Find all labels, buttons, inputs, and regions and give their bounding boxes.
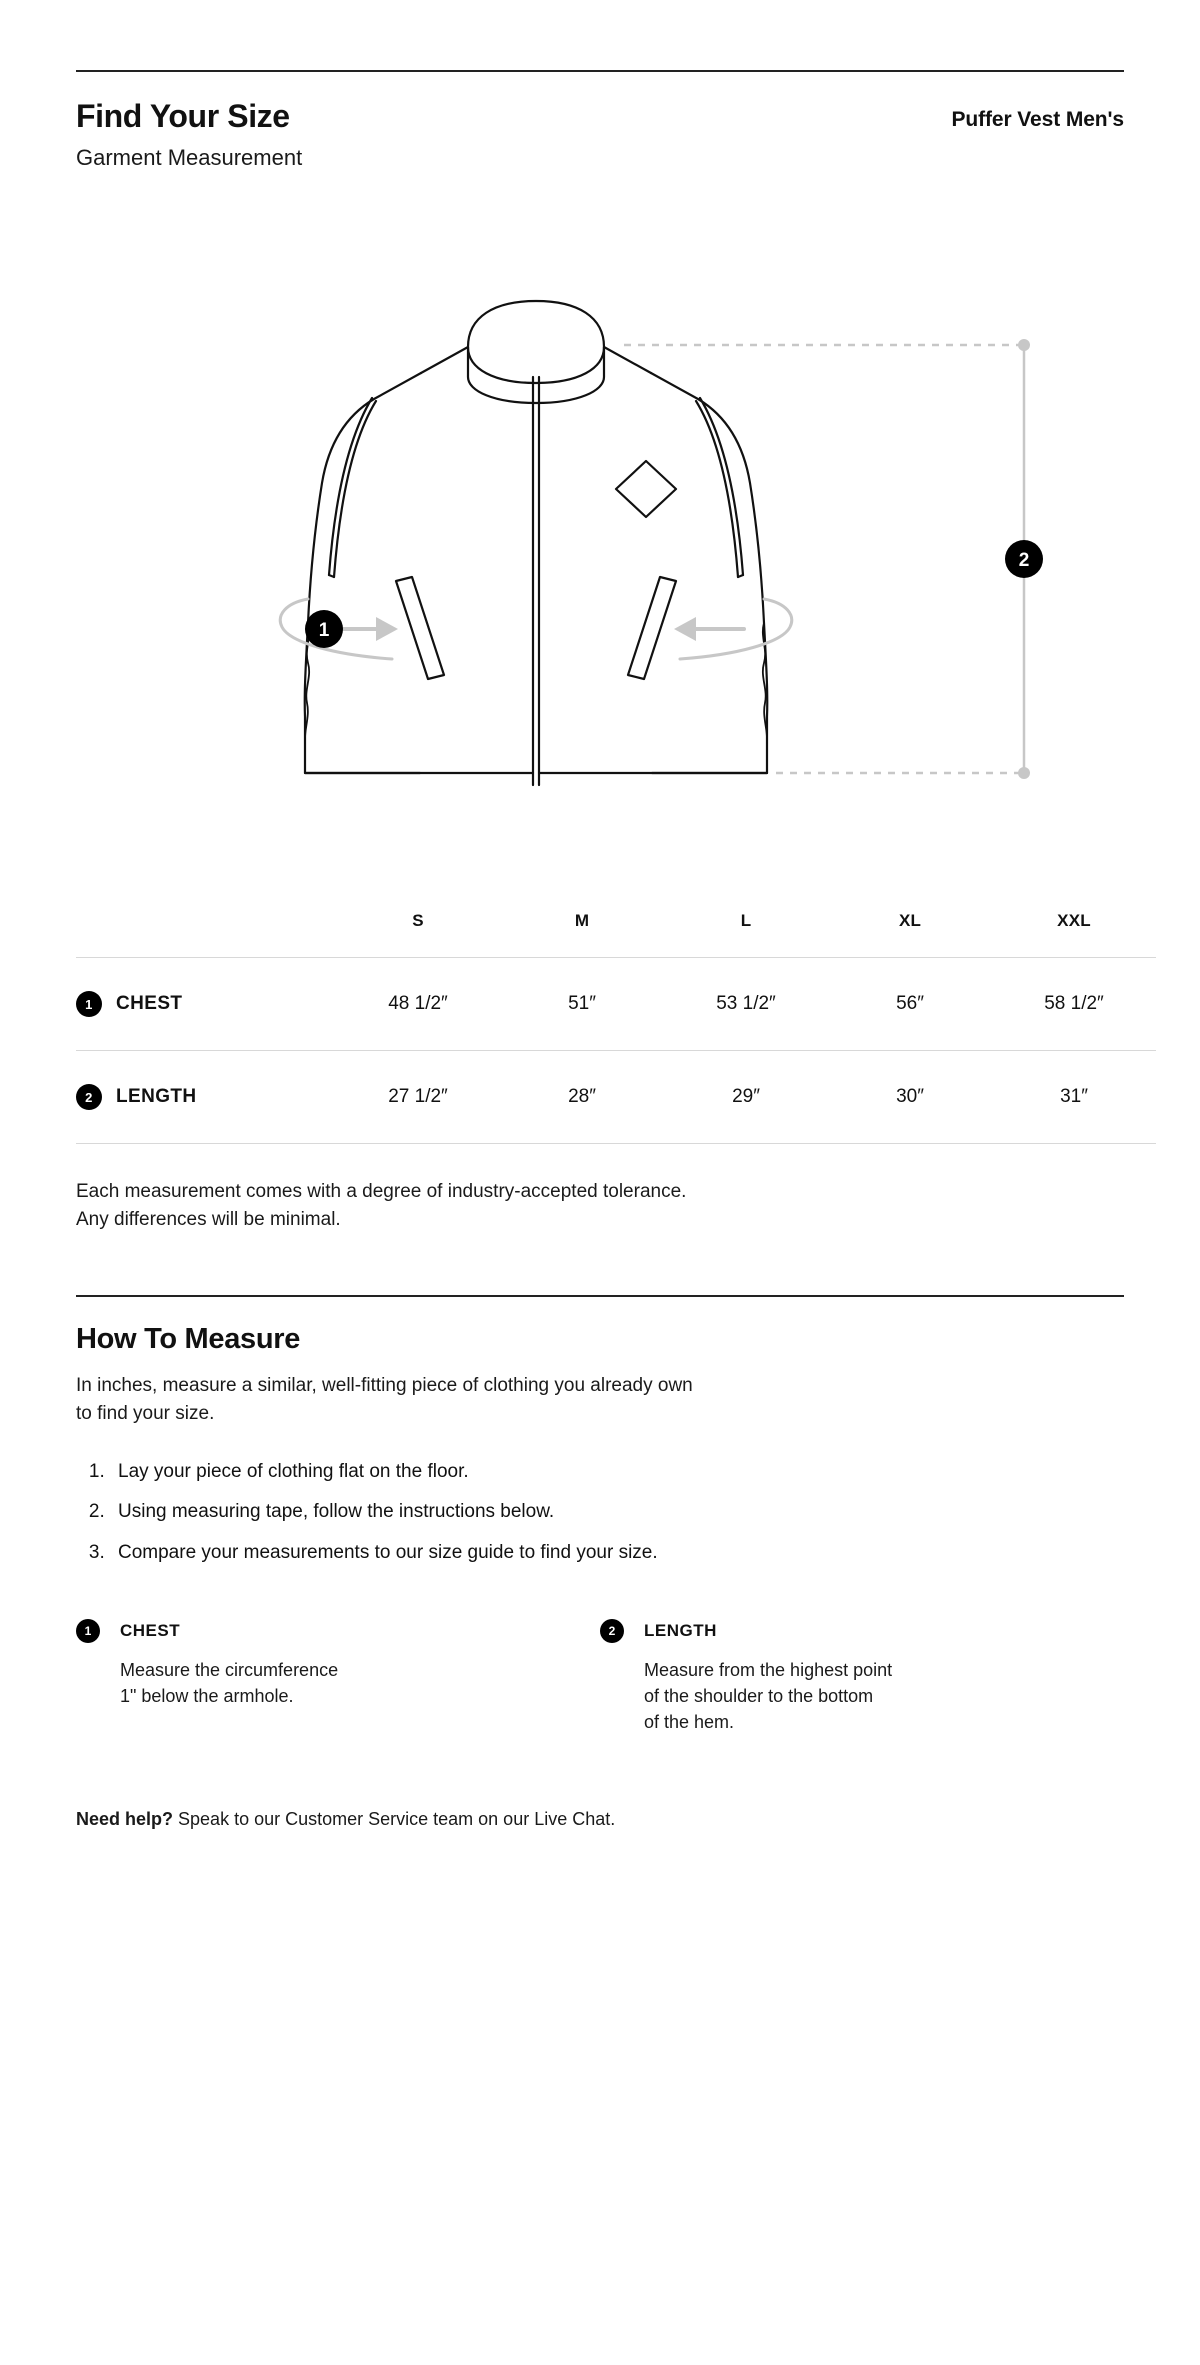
length-value-xl: 30″: [896, 1086, 924, 1108]
intro-line-1: In inches, measure a similar, well-fitting piece of clothing you already own: [76, 1375, 693, 1397]
definition-length: [600, 1619, 1124, 1735]
length-dimension: [624, 339, 1043, 779]
how-to-measure-intro: [76, 1372, 1124, 1428]
definition-length-line-3: of the hem.: [644, 1712, 735, 1733]
section-divider: [76, 1295, 1124, 1297]
table-row: [76, 1051, 1156, 1144]
tolerance-line-2: Any differences will be minimal.: [76, 1208, 341, 1230]
list-item: 1. Lay your piece of clothing flat on the floor.: [110, 1461, 1124, 1484]
tolerance-line-1: Each measurement comes with a degree of industry-accepted tolerance.: [76, 1181, 687, 1203]
length-value-xxl: 31″: [1060, 1086, 1088, 1108]
size-header-xl: XL: [898, 911, 922, 931]
size-header-s: S: [412, 911, 424, 931]
chest-value-m: 51″: [568, 993, 596, 1015]
row-label-chest-text: CHEST: [116, 993, 183, 1015]
definition-chest-line-2: 1" below the armhole.: [120, 1685, 294, 1706]
page-title: Find Your Size: [76, 98, 290, 134]
length-value-s: 27 1/2″: [388, 1086, 448, 1108]
chest-badge: [305, 610, 343, 648]
help-footer-lead: Need help?: [76, 1809, 174, 1830]
measure-steps-list: [76, 1461, 1124, 1565]
definition-chest-line-1: Measure the circumference: [120, 1659, 339, 1680]
badge-1-icon: 1: [76, 1619, 100, 1643]
table-row: [76, 958, 1156, 1051]
definition-length-title: LENGTH: [644, 1620, 717, 1640]
definition-length-text: [644, 1657, 1084, 1735]
definition-chest-head: [76, 1619, 560, 1643]
size-guide-page: [0, 70, 1200, 2365]
chest-value-s: 48 1/2″: [388, 993, 448, 1015]
size-header-l: L: [740, 911, 752, 931]
help-footer: [76, 1809, 1124, 1830]
page-header: [76, 98, 1124, 171]
chest-value-xxl: 58 1/2″: [1044, 993, 1104, 1015]
row-label-chest: [76, 958, 336, 1051]
page-subtitle: Garment Measurement: [76, 144, 303, 170]
intro-line-2: to find your size.: [76, 1403, 215, 1425]
garment-illustration: [76, 251, 1124, 851]
list-item: 3. Compare your measurements to our size guide to find your size.: [110, 1542, 1124, 1565]
definition-length-line-1: Measure from the highest point: [644, 1659, 893, 1680]
row-label-length-text: LENGTH: [116, 1086, 197, 1108]
top-divider: [76, 70, 1124, 72]
size-header-row: [76, 911, 1156, 958]
svg-text:1: 1: [318, 620, 330, 642]
measurement-definitions: [76, 1619, 1124, 1735]
size-header-m: M: [574, 911, 590, 931]
tolerance-note: [76, 1178, 1124, 1233]
size-table-head: [76, 911, 1156, 958]
definition-length-head: [600, 1619, 1084, 1643]
product-name: Puffer Vest Men's: [951, 108, 1124, 131]
vest-diagram: [76, 251, 1124, 851]
svg-text:2: 2: [1018, 550, 1030, 572]
title-block: [76, 98, 302, 171]
badge-2-icon: 2: [600, 1619, 624, 1643]
definition-chest-title: CHEST: [120, 1620, 181, 1640]
list-item: 2. Using measuring tape, follow the instructions below.: [110, 1501, 1124, 1524]
definition-chest-text: [120, 1657, 560, 1709]
length-value-l: 29″: [732, 1086, 760, 1108]
size-header-xxl: XXL: [1057, 911, 1091, 931]
badge-1-icon: 1: [76, 991, 102, 1017]
help-footer-text: Speak to our Customer Service team on our Live Chat.: [178, 1809, 616, 1830]
measurement-column-header: [76, 911, 336, 958]
chest-value-l: 53 1/2″: [716, 993, 776, 1015]
how-to-measure-title: How To Measure: [76, 1323, 301, 1356]
length-value-m: 28″: [568, 1086, 596, 1108]
chest-arrow-right: [674, 617, 744, 641]
size-table-body: [76, 958, 1156, 1144]
row-label-length: [76, 1051, 336, 1144]
badge-2-icon: 2: [76, 1084, 102, 1110]
definition-length-line-2: of the shoulder to the bottom: [644, 1685, 874, 1706]
definition-chest: [76, 1619, 600, 1735]
size-chart-table: [76, 911, 1156, 1144]
chest-value-xl: 56″: [896, 993, 924, 1015]
